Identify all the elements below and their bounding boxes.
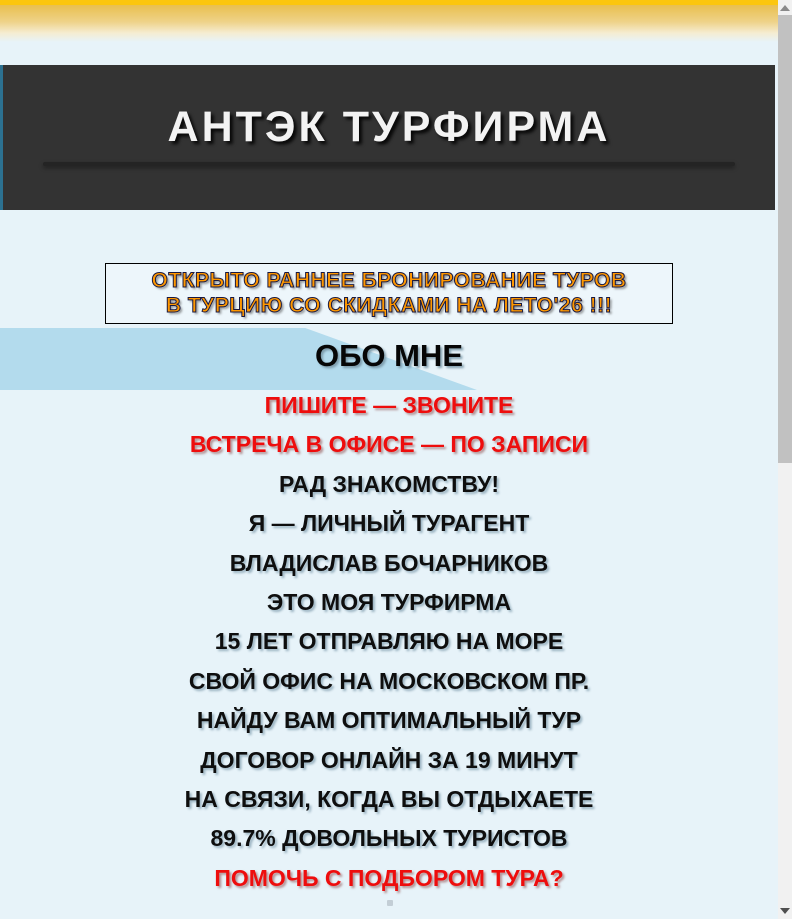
text-line: СВОЙ ОФИС НА МОСКОВСКОМ ПР. (188, 667, 590, 694)
text-line: 15 ЛЕТ ОТПРАВЛЯЮ НА МОРЕ (214, 628, 564, 655)
section-heading: ОБО МНЕ (314, 338, 463, 373)
text-line: НА СВЯЗИ, КОГДА ВЫ ОТДЫХАЕТЕ (184, 785, 594, 812)
promo-line-2: В ТУРЦИЮ СО СКИДКАМИ НА ЛЕТО'26 !!! (165, 294, 613, 317)
text-line[interactable]: ПОМОЧЬ С ПОДБОРОМ ТУРА? (214, 864, 564, 891)
text-line: ЭТО МОЯ ТУРФИРМА (266, 588, 512, 615)
header-underline (43, 162, 735, 166)
scrollbar-thumb[interactable] (778, 15, 792, 463)
text-line: 89.7% ДОВОЛЬНЫХ ТУРИСТОВ (210, 825, 568, 852)
text-line: НАЙДУ ВАМ ОПТИМАЛЬНЫЙ ТУР (196, 707, 582, 734)
text-line: ВЛАДИСЛАВ БОЧАРНИКОВ (229, 549, 549, 576)
scroll-up-icon (780, 5, 790, 11)
scrollbar[interactable] (778, 0, 792, 919)
text-line: ДОГОВОР ОНЛАЙН ЗА 19 МИНУТ (200, 746, 578, 773)
text-line: Я — ЛИЧНЫЙ ТУРАГЕНТ (248, 510, 530, 537)
site-header (0, 65, 775, 210)
text-line[interactable]: ПИШИТЕ — ЗВОНИТЕ (264, 392, 514, 418)
about-text-lines (0, 386, 778, 898)
text-line[interactable]: ВСТРЕЧА В ОФИСЕ — ПО ЗАПИСИ (189, 431, 589, 458)
small-dot (387, 900, 393, 906)
scroll-down-icon (780, 908, 790, 914)
promo-line-1: ОТКРЫТО РАННЕЕ БРОНИРОВАНИЕ ТУРОВ (151, 269, 627, 292)
scroll-up-button[interactable] (778, 0, 792, 15)
top-accent-gradient (0, 5, 778, 42)
scroll-down-button[interactable] (778, 903, 792, 919)
site-title: АНТЭК ТУРФИРМА (167, 103, 611, 151)
text-line: РАД ЗНАКОМСТВУ! (278, 470, 500, 497)
promo-banner (105, 263, 673, 324)
